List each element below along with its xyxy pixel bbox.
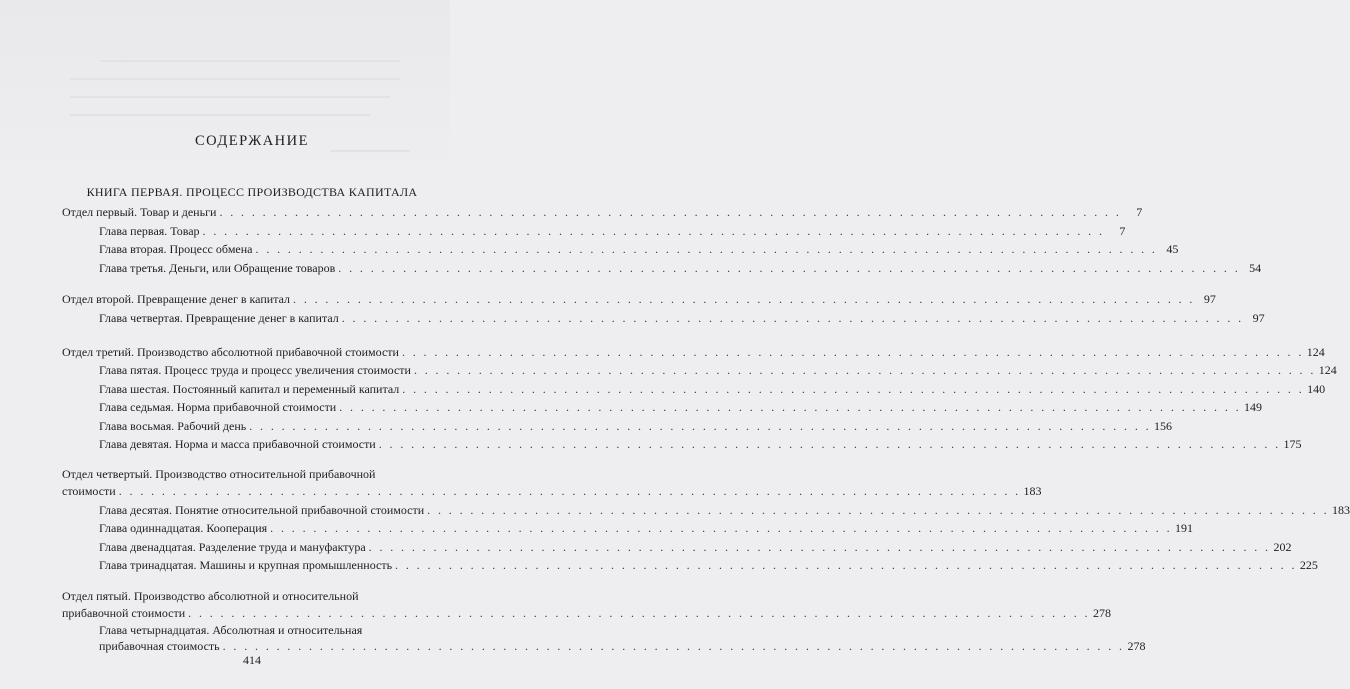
page-number: 278 bbox=[1092, 606, 1111, 620]
toc-chapter[interactable] bbox=[62, 224, 1126, 239]
section-title: прибавочной стоимости bbox=[62, 606, 186, 620]
toc-section[interactable] bbox=[62, 205, 1143, 220]
toc-chapter[interactable] bbox=[62, 419, 1173, 434]
dot-leader bbox=[188, 606, 1090, 621]
dot-leader bbox=[402, 345, 1304, 360]
page-number: 278 bbox=[1127, 639, 1146, 653]
dot-leader bbox=[395, 558, 1297, 573]
page-number: 45 bbox=[1166, 242, 1179, 256]
toc-chapter[interactable] bbox=[62, 540, 1292, 555]
chapter-title: Глава четвертая. Превращение денег в капитал bbox=[99, 311, 339, 325]
page-number: 183 bbox=[1023, 484, 1042, 498]
toc-chapter[interactable] bbox=[62, 363, 1337, 378]
dot-leader bbox=[338, 261, 1240, 276]
page-number: 124 bbox=[1318, 363, 1337, 377]
chapter-title-line[interactable]: Глава четырнадцатая. Абсолютная и относительная bbox=[99, 623, 363, 637]
toc-chapter[interactable] bbox=[62, 400, 1263, 415]
page-number: 156 bbox=[1154, 419, 1173, 433]
page-number: 7 bbox=[1136, 205, 1143, 219]
page-number: 7 bbox=[1119, 224, 1126, 238]
toc-section[interactable] bbox=[62, 292, 1216, 307]
chapter-title: Глава тринадцатая. Машины и крупная промышленность bbox=[99, 558, 393, 572]
section-title: Отдел третий. Производство абсолютной прибавочной стоимости bbox=[62, 345, 399, 359]
dot-leader bbox=[402, 382, 1304, 397]
toc-chapter[interactable] bbox=[62, 261, 1262, 276]
page-number: 149 bbox=[1244, 400, 1263, 414]
dot-leader bbox=[427, 503, 1329, 518]
chapter-title: Глава пятая. Процесс труда и процесс увеличения стоимости bbox=[99, 363, 411, 377]
toc-section[interactable] bbox=[62, 606, 1111, 621]
chapter-title: Глава девятая. Норма и масса прибавочной стоимости bbox=[99, 437, 376, 451]
section-title: Отдел второй. Превращение денег в капитал bbox=[62, 292, 291, 306]
chapter-title: прибавочная стоимость bbox=[99, 639, 220, 653]
dot-leader bbox=[342, 311, 1244, 326]
page-number: 191 bbox=[1174, 521, 1193, 535]
chapter-title: Глава одиннадцатая. Кооперация bbox=[99, 521, 268, 535]
dot-leader bbox=[256, 242, 1158, 257]
section-title: стоимости bbox=[62, 484, 116, 498]
dot-leader bbox=[119, 484, 1021, 499]
chapter-title: Глава двенадцатая. Разделение труда и мануфактура bbox=[99, 540, 366, 554]
dot-leader bbox=[270, 521, 1172, 536]
dot-leader bbox=[203, 224, 1105, 239]
toc-section[interactable] bbox=[62, 484, 1042, 499]
toc-heading: СОДЕРЖАНИЕ bbox=[195, 133, 309, 149]
toc-chapter[interactable] bbox=[62, 521, 1193, 536]
toc-chapter[interactable] bbox=[62, 382, 1326, 397]
folio-page-number: 414 bbox=[243, 653, 261, 667]
toc-chapter[interactable] bbox=[62, 311, 1265, 326]
chapter-title: Глава шестая. Постоянный капитал и переменный капитал bbox=[99, 382, 400, 396]
toc-chapter[interactable] bbox=[62, 242, 1179, 257]
toc-chapter[interactable] bbox=[62, 558, 1318, 573]
dot-leader bbox=[414, 363, 1316, 378]
chapter-title: Глава восьмая. Рабочий день bbox=[99, 419, 247, 433]
page-number: 175 bbox=[1283, 437, 1302, 451]
dot-leader bbox=[223, 639, 1125, 654]
chapter-title: Глава десятая. Понятие относительной прибавочной стоимости bbox=[99, 503, 425, 517]
section-title-line[interactable]: Отдел пятый. Производство абсолютной и относительной bbox=[62, 589, 359, 603]
section-title: Отдел первый. Товар и деньги bbox=[62, 205, 217, 219]
page-number: 97 bbox=[1203, 292, 1216, 306]
toc-chapter[interactable] bbox=[62, 639, 1146, 654]
page-number: 202 bbox=[1273, 540, 1292, 554]
page-number: 124 bbox=[1306, 345, 1325, 359]
dot-leader bbox=[293, 292, 1195, 307]
dot-leader bbox=[219, 205, 1121, 220]
toc-chapter[interactable] bbox=[62, 437, 1302, 452]
dot-leader bbox=[379, 437, 1281, 452]
section-title-line[interactable]: Отдел четвертый. Производство относительной прибавочной bbox=[62, 467, 376, 481]
dot-leader bbox=[369, 540, 1271, 555]
page-number: 183 bbox=[1331, 503, 1350, 517]
dot-leader bbox=[339, 400, 1241, 415]
chapter-title: Глава первая. Товар bbox=[99, 224, 200, 238]
chapter-title: Глава вторая. Процесс обмена bbox=[99, 242, 253, 256]
page-number: 97 bbox=[1252, 311, 1265, 325]
page-number: 225 bbox=[1299, 558, 1318, 572]
dot-leader bbox=[249, 419, 1151, 434]
toc-section[interactable] bbox=[62, 345, 1325, 360]
toc-page bbox=[62, 0, 1350, 689]
toc-chapter[interactable] bbox=[62, 503, 1350, 518]
page-number: 54 bbox=[1249, 261, 1262, 275]
book-title: КНИГА ПЕРВАЯ. ПРОЦЕСС ПРОИЗВОДСТВА КАПИТАЛА bbox=[86, 185, 418, 199]
chapter-title: Глава третья. Деньги, или Обращение товаров bbox=[99, 261, 336, 275]
chapter-title: Глава седьмая. Норма прибавочной стоимости bbox=[99, 400, 337, 414]
page-number: 140 bbox=[1307, 382, 1326, 396]
